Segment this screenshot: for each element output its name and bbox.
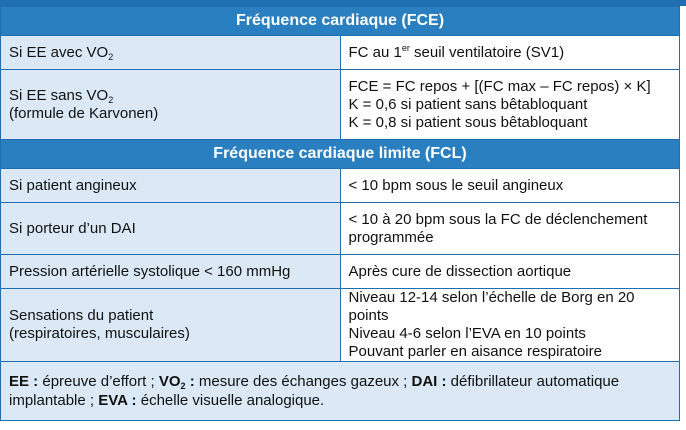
value-line: programmée <box>348 228 434 246</box>
condition-text: Si EE sans VO <box>9 86 109 104</box>
abbr-dai: DAI : <box>411 373 447 390</box>
section-header-row <box>1 140 680 169</box>
table-row <box>1 203 680 255</box>
table-row <box>1 289 680 362</box>
value-cell: Après cure de dissection aortique <box>340 255 680 289</box>
condition-text: Si EE avec VO <box>9 43 109 61</box>
subscript-2: 2 <box>108 94 114 105</box>
footnote-text: mesure des échanges gazeux ; <box>194 373 412 390</box>
subscript-2: 2 <box>108 51 114 62</box>
footnote-text: défibrillateur automatique <box>446 373 620 390</box>
value-line: Niveau 12-14 selon l’échelle de Borg en 20 points <box>348 289 635 324</box>
k-value-line: K = 0,6 si patient sans bêtabloquant <box>348 95 588 113</box>
footnote-cell <box>1 362 680 421</box>
condition-line-1 <box>9 87 332 105</box>
footnote-text: épreuve d’effort ; <box>38 373 159 390</box>
condition-cell: Pression artérielle systolique < 160 mmHg <box>1 255 341 289</box>
condition-cell <box>1 70 341 140</box>
condition-line: (respiratoires, musculaires) <box>9 325 190 342</box>
value-cell: < 10 bpm sous le seuil angineux <box>340 169 680 203</box>
abbr-ee: EE : <box>9 373 39 390</box>
footnote-line-1 <box>9 372 671 391</box>
condition-line-2: (formule de Karvonen) <box>9 104 159 122</box>
section-title-fce: Fréquence cardiaque (FCE) <box>1 7 680 36</box>
footnote-line-2 <box>9 391 671 410</box>
value-text: FC au 1 <box>348 43 402 61</box>
value-cell <box>340 203 680 255</box>
value-line: Niveau 4-6 selon l’EVA en 10 points <box>348 325 586 342</box>
k-value-line: K = 0,8 si patient sous bêtabloquant <box>348 113 588 131</box>
superscript-er: er <box>401 42 410 53</box>
fce-table <box>0 6 680 421</box>
condition-cell <box>1 36 341 70</box>
value-line: < 10 à 20 bpm sous la FC de déclenchement <box>348 210 648 228</box>
footnote-text: implantable ; <box>9 392 99 409</box>
value-cell <box>340 289 680 362</box>
subscript-2: 2 <box>180 381 186 391</box>
section-header-row <box>1 7 680 36</box>
table-row <box>1 169 680 203</box>
abbr-vo2-text: VO <box>158 373 181 390</box>
condition-line: Sensations du patient <box>9 307 154 324</box>
condition-cell: Si porteur d’un DAI <box>1 203 341 255</box>
footnote-text: échelle visuelle analogique. <box>136 392 325 409</box>
table-row <box>1 36 680 70</box>
value-text-suffix: seuil ventilatoire (SV1) <box>409 43 565 61</box>
abbr-vo2 <box>159 373 195 390</box>
condition-cell <box>1 289 341 362</box>
value-line: Pouvant parler en aisance respiratoire <box>348 343 602 360</box>
table-row <box>1 70 680 140</box>
footnote-row <box>1 362 680 421</box>
section-title-fcl: Fréquence cardiaque limite (FCL) <box>1 140 680 169</box>
abbr-eva: EVA : <box>98 392 137 409</box>
value-cell <box>340 70 680 140</box>
formula-line: FCE = FC repos + [(FC max – FC repos) × K] <box>348 77 651 95</box>
abbr-vo2-colon: : <box>185 373 195 390</box>
table-row <box>1 255 680 289</box>
value-cell <box>340 36 680 70</box>
condition-cell: Si patient angineux <box>1 169 341 203</box>
